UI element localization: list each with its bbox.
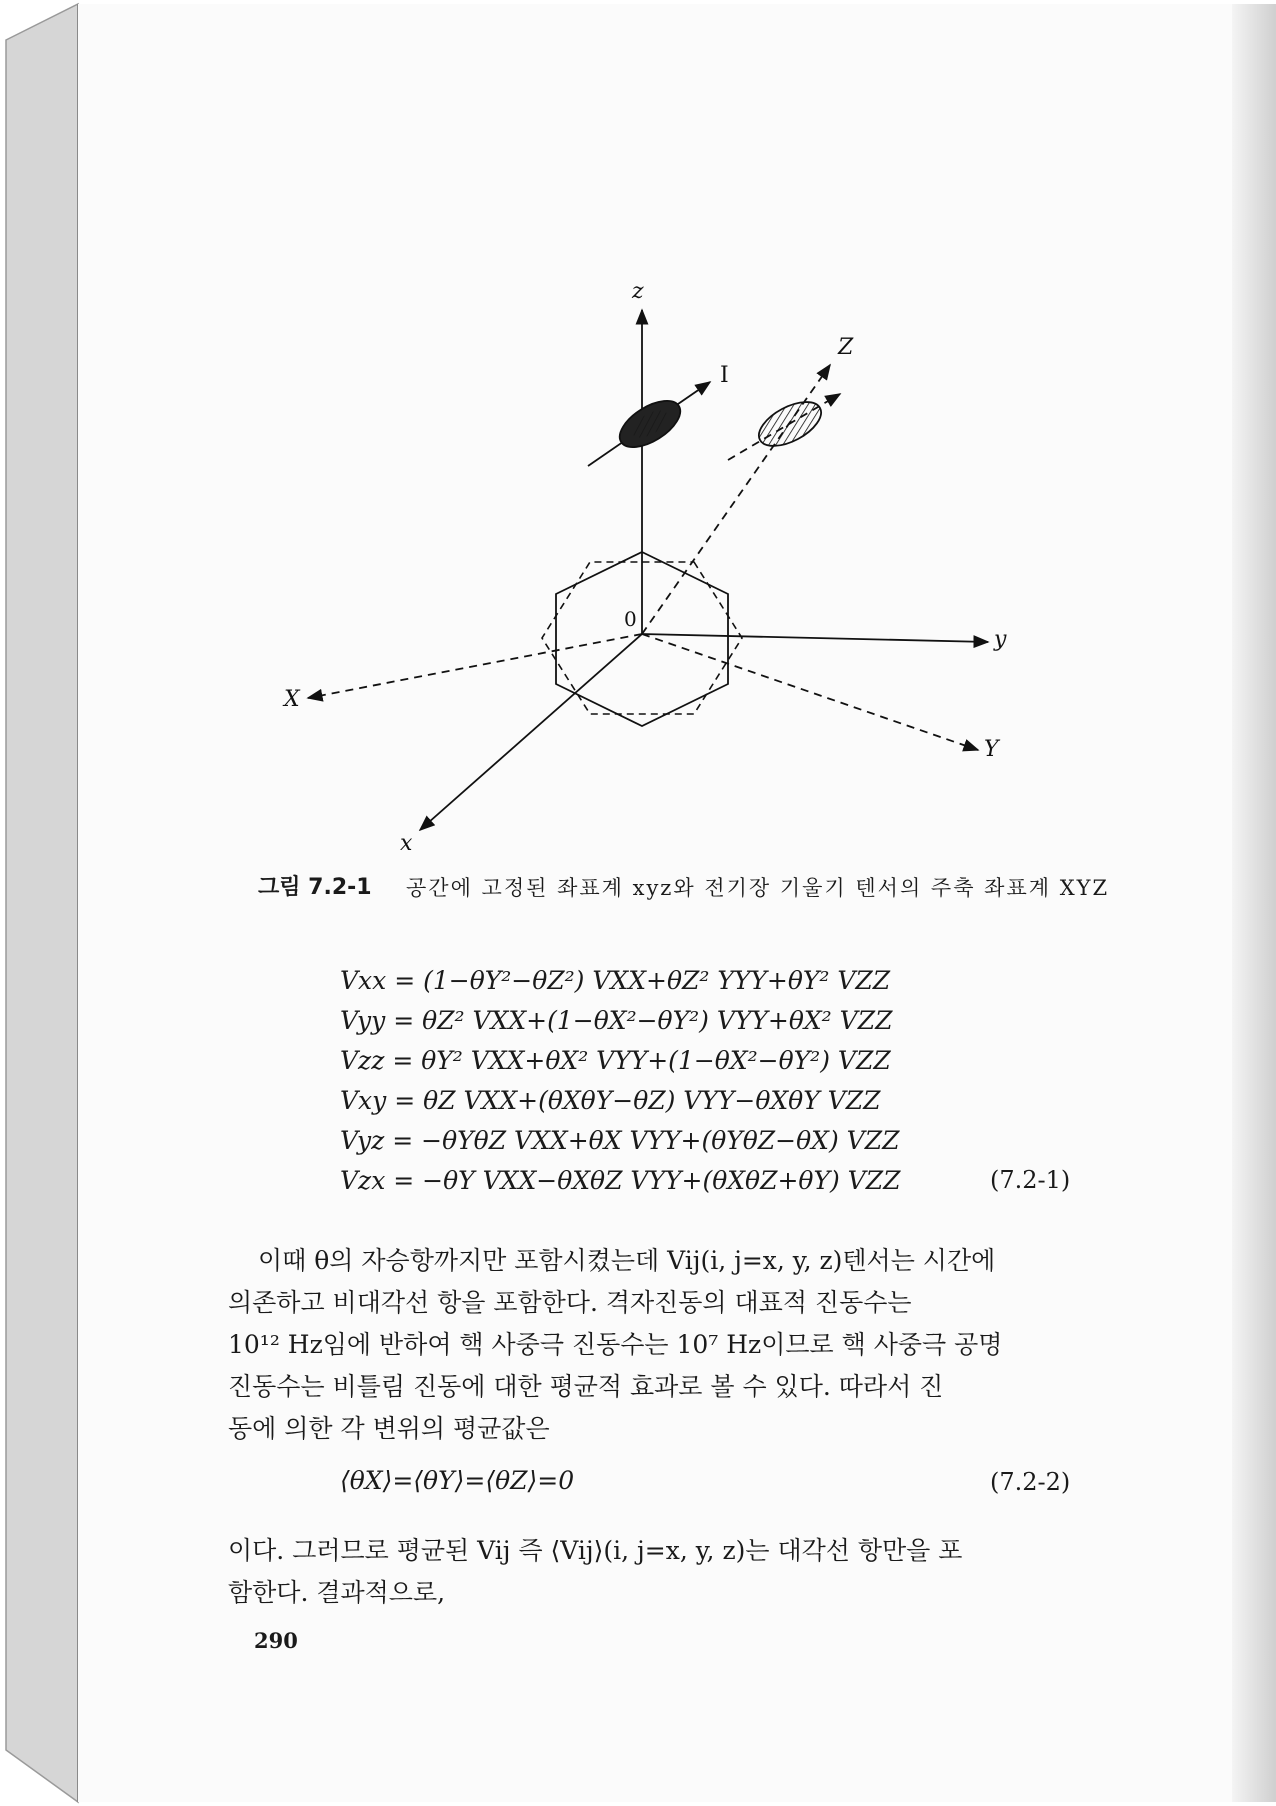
equation-line: Vxy = θZ VXX+(θXθY−θZ) VYY−θXθY VZZ xyxy=(340,1086,881,1115)
label-x: x xyxy=(400,831,413,856)
label-origin: 0 xyxy=(624,607,637,631)
label-Z: Z xyxy=(838,335,854,360)
equation-text: ⟨θX⟩=⟨θY⟩=⟨θZ⟩=0 xyxy=(340,1466,575,1495)
label-X: X xyxy=(284,687,300,712)
label-y: y xyxy=(994,627,1007,652)
Y-axis xyxy=(642,634,978,750)
label-I: I xyxy=(720,363,729,388)
paragraph-line: 함한다. 결과적으로, xyxy=(228,1578,446,1607)
equation-line: Vyy = θZ² VXX+(1−θX²−θY²) VYY+θX² VZZ xyxy=(340,1006,893,1035)
page-number: 290 xyxy=(254,1628,298,1653)
paragraph-line: 진동수는 비틀림 진동에 대한 평균적 효과로 볼 수 있다. 따라서 진 xyxy=(228,1372,944,1401)
label-z: z xyxy=(632,279,644,304)
equation-line-last xyxy=(340,1166,1140,1206)
paragraph-line: 10¹² Hz임에 반하여 핵 사중극 진동수는 10⁷ Hz이므로 핵 사중극 공명 xyxy=(228,1330,1003,1359)
y-axis xyxy=(642,634,988,642)
caption-number: 그림 7.2-1 xyxy=(258,875,372,900)
equation-line: Vyz = −θYθZ VXX+θX VYY+(θYθZ−θX) VZZ xyxy=(340,1126,900,1155)
body-paragraph-2 xyxy=(228,1530,1116,1614)
page-edge-shadow xyxy=(1232,4,1276,1802)
nucleus-ellipse-hatched xyxy=(752,393,828,455)
coordinate-system-figure xyxy=(250,270,1050,860)
X-axis xyxy=(308,634,642,698)
equation-line: Vxx = (1−θY²−θZ²) VXX+θZ² YYY+θY² VZZ xyxy=(340,966,891,995)
body-paragraph-1 xyxy=(228,1240,1116,1450)
equation-7-2-2 xyxy=(340,1466,574,1495)
equation-number: (7.2-1) xyxy=(990,1166,1071,1194)
paragraph-line: 동에 의한 각 변위의 평균값은 xyxy=(228,1414,550,1443)
equation-block-7-2-1 xyxy=(340,966,1140,1206)
paragraph-line: 의존하고 비대각선 항을 포함한다. 격자진동의 대표적 진동수는 xyxy=(228,1288,912,1317)
equation-line: Vzz = θY² VXX+θX² VYY+(1−θX²−θY²) VZZ xyxy=(340,1046,891,1075)
paragraph-line: 이다. 그러므로 평균된 Vij 즉 ⟨Vij⟩(i, j=x, y, z)는 대각선 항만을 포 xyxy=(228,1536,963,1565)
caption-text: 공간에 고정된 좌표계 xyz와 전기장 기울기 텐서의 주축 좌표계 XYZ xyxy=(406,876,1110,900)
x-axis xyxy=(420,634,642,830)
paragraph-line: 이때 θ의 자승항까지만 포함시켰는데 Vij(i, j=x, y, z)텐서는 시간에 xyxy=(258,1246,996,1275)
equation-text: Vzx = −θY VXX−θXθZ VYY+(θXθZ+θY) VZZ xyxy=(340,1166,901,1195)
equation-number-2: (7.2-2) xyxy=(990,1468,1071,1496)
label-Y: Y xyxy=(984,737,999,762)
